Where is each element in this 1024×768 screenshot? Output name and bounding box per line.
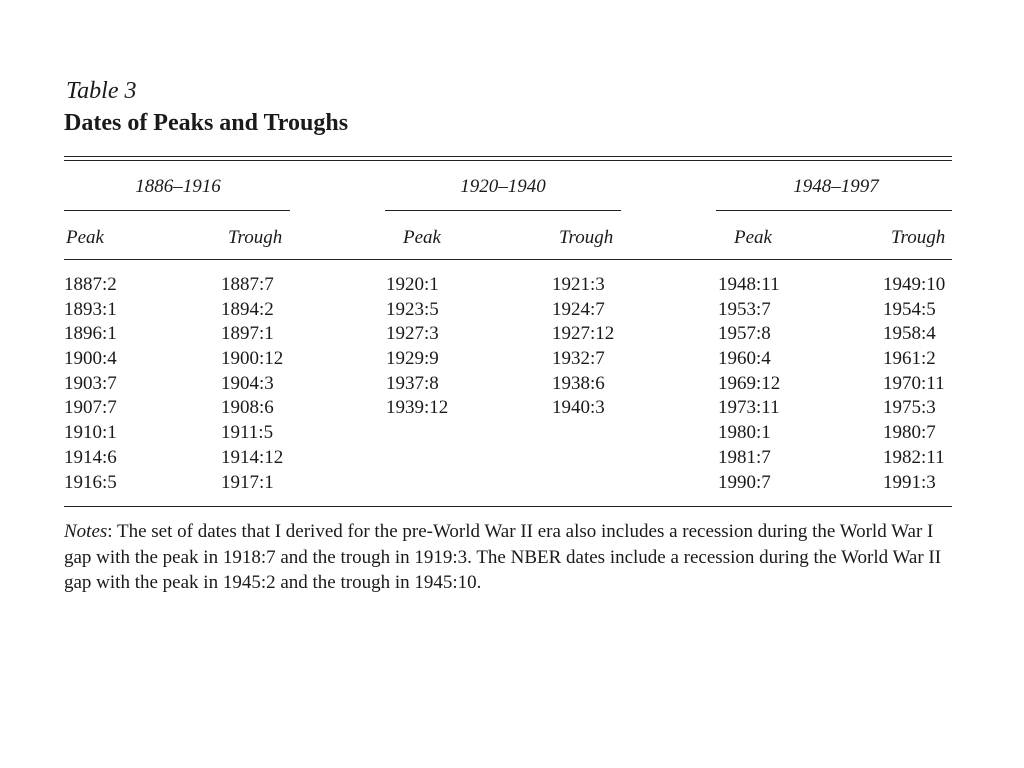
group-label-1920-1940: 1920–1940 xyxy=(460,176,546,197)
table-cell: 1940:3 xyxy=(552,397,605,419)
table-cell: 1910:1 xyxy=(64,422,117,444)
table-cell: 1917:1 xyxy=(221,471,274,493)
bottom-rule xyxy=(64,506,952,507)
top-rule xyxy=(64,156,952,157)
table-cell: 1903:7 xyxy=(64,372,117,394)
peak-column xyxy=(64,273,117,495)
group-rule xyxy=(385,210,621,211)
peak-column xyxy=(386,273,448,421)
table-cell: 1929:9 xyxy=(386,348,439,370)
table-cell: 1897:1 xyxy=(221,323,274,345)
table-cell: 1911:5 xyxy=(221,422,274,444)
table-cell: 1904:3 xyxy=(221,372,274,394)
table-cell: 1937:8 xyxy=(386,372,439,394)
table-cell: 1927:3 xyxy=(386,323,439,345)
table-cell: 1907:7 xyxy=(64,397,117,419)
table-label: Table 3 xyxy=(66,78,137,104)
table-cell: 1887:2 xyxy=(64,274,117,295)
table-cell: 1927:12 xyxy=(552,323,615,345)
table-cell: 1948:11 xyxy=(718,274,780,295)
table-cell: 1957:8 xyxy=(718,323,771,345)
table-cell: 1975:3 xyxy=(883,397,936,419)
table-cell: 1938:6 xyxy=(552,372,605,394)
table-cell: 1980:1 xyxy=(718,422,771,444)
table-cell: 1893:1 xyxy=(64,298,117,320)
table-cell: 1960:4 xyxy=(718,348,771,370)
table-cell: 1990:7 xyxy=(718,471,771,493)
table-cell: 1900:12 xyxy=(221,348,284,370)
table-cell: 1887:7 xyxy=(221,274,274,295)
table-cell: 1921:3 xyxy=(552,274,605,295)
table-cell: 1914:6 xyxy=(64,446,117,468)
table-cell: 1980:7 xyxy=(883,422,936,444)
table-cell: 1894:2 xyxy=(221,298,274,320)
peak-column xyxy=(718,273,780,495)
table-cell: 1908:6 xyxy=(221,397,274,419)
table-cell: 1916:5 xyxy=(64,471,117,493)
group-label-1886-1916: 1886–1916 xyxy=(135,176,221,197)
column-header-peak: Peak xyxy=(403,227,441,248)
table-cell: 1900:4 xyxy=(64,348,117,370)
group-rule xyxy=(64,210,290,211)
table-cell: 1924:7 xyxy=(552,298,605,320)
column-header-trough: Trough xyxy=(891,227,946,248)
table-cell: 1923:5 xyxy=(386,298,439,320)
table-cell: 1961:2 xyxy=(883,348,936,370)
header-rule xyxy=(64,259,952,260)
table-cell: 1982:11 xyxy=(883,446,945,468)
table-cell: 1949:10 xyxy=(883,274,946,295)
table-cell: 1970:11 xyxy=(883,372,945,394)
trough-column xyxy=(552,273,614,421)
table-cell: 1920:1 xyxy=(386,274,439,295)
column-header-peak: Peak xyxy=(734,227,772,248)
column-header-trough: Trough xyxy=(228,227,283,248)
column-header-peak: Peak xyxy=(66,227,104,248)
trough-column xyxy=(883,273,945,495)
column-header-trough: Trough xyxy=(559,227,614,248)
group-label-1948-1997: 1948–1997 xyxy=(793,176,879,197)
table-cell: 1981:7 xyxy=(718,446,771,468)
table-cell: 1932:7 xyxy=(552,348,605,370)
table-title: Dates of Peaks and Troughs xyxy=(64,110,349,136)
notes-lead: Notes xyxy=(64,521,108,542)
table-cell: 1896:1 xyxy=(64,323,117,345)
notes-text: : The set of dates that I derived for the pre-World War II era also includes a recession during the World War I gap with the peak in 1918:7 and the trough in 1919:3. The NBER dates include a recession during the World War II gap with the peak in 1945:2 and the trough in 1945:10. xyxy=(64,521,942,593)
table-cell: 1973:11 xyxy=(718,397,780,419)
table-cell: 1969:12 xyxy=(718,372,781,394)
top-rule-inner xyxy=(64,160,952,161)
trough-column xyxy=(221,273,283,495)
table-cell: 1958:4 xyxy=(883,323,936,345)
table-cell: 1954:5 xyxy=(883,298,936,320)
table-cell: 1991:3 xyxy=(883,471,936,493)
table-cell: 1939:12 xyxy=(386,397,449,419)
table-notes xyxy=(64,519,954,596)
table-cell: 1914:12 xyxy=(221,446,284,468)
table-cell: 1953:7 xyxy=(718,298,771,320)
group-rule xyxy=(716,210,952,211)
